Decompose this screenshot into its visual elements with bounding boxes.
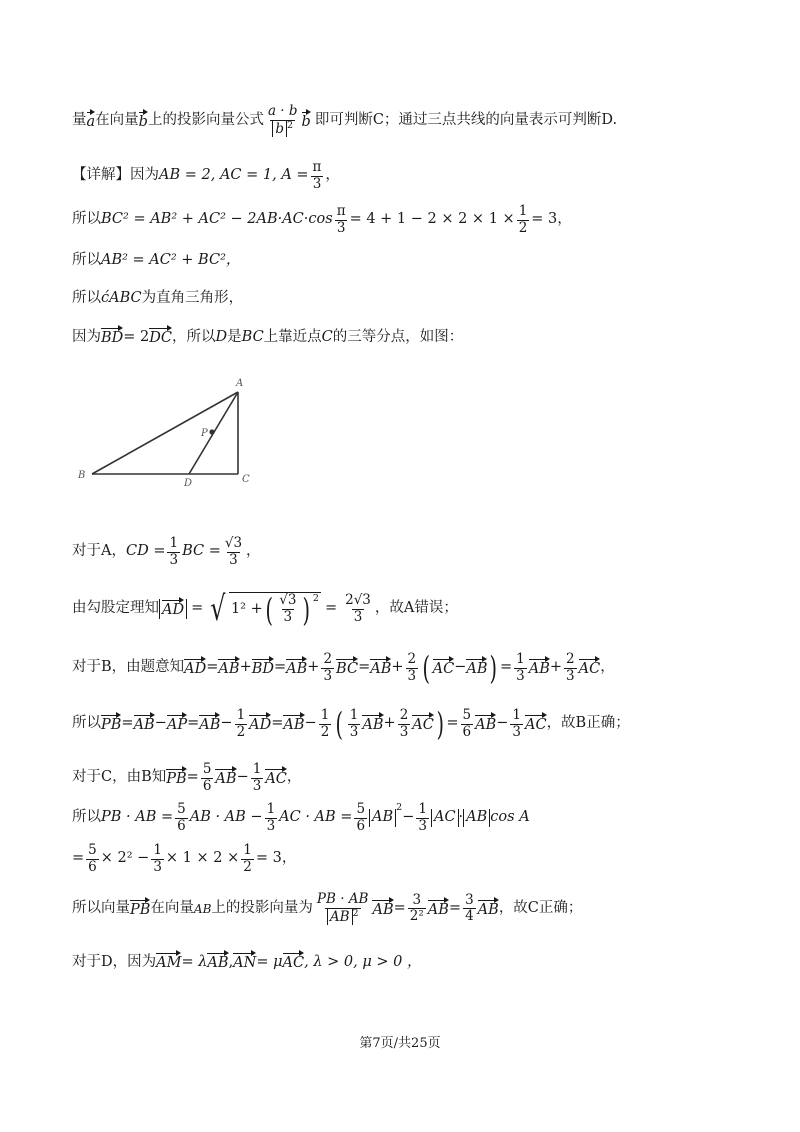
numerator: 5 [88,842,97,858]
denominator: 3 [399,723,409,740]
line-6 [72,327,463,347]
math: = [186,769,199,786]
vector-bd: BD [101,327,123,347]
text: ， [325,167,340,184]
fraction [315,892,371,926]
denominator: 3 [153,858,162,875]
denominator: 3 [407,667,417,684]
vector: BD [252,658,274,678]
text: ，故C正确； [498,900,583,917]
denominator [325,908,361,926]
denominator: 3 [512,723,521,740]
vector: AB [478,899,499,919]
triangle-figure [72,370,262,490]
math: AB · AB − [189,809,263,826]
math: = [121,715,134,732]
numerator: 1 [153,842,162,858]
vector-a: a [87,111,96,131]
text: 是 [227,328,242,345]
vector: AB [370,658,391,678]
math: = [358,659,371,676]
math: = 2 [123,328,150,345]
numerator: 3 [465,891,474,908]
math: × 1 × 2 × [165,850,240,867]
numerator: 1 [320,707,330,723]
text: 在向量 [150,900,194,917]
denominator: 2 [518,219,528,236]
paren-open: ( [265,590,273,629]
fraction [463,893,476,925]
label-d: D [184,478,193,489]
denominator: 2 [236,723,246,740]
math: − [154,715,167,732]
exponent: 2 [396,802,403,813]
fraction-numerator: a · b [267,103,298,119]
vector: AC [283,952,305,972]
vector: AC [433,658,455,678]
math: − [304,715,317,732]
vector: AP [167,714,187,734]
text: ， [246,543,261,560]
vector: AB [207,952,228,972]
vector: AB [218,658,239,678]
denominator: 6 [177,817,186,834]
text: 由勾股定理知 [72,600,159,617]
equals: = [324,600,338,617]
math: = [206,659,219,676]
numerator: 2 [407,651,417,667]
numerator: 5 [462,707,472,723]
fraction [510,708,523,740]
math: − [220,715,233,732]
math: D [215,328,228,345]
math: + [383,715,396,732]
math: = λ [181,953,208,970]
vector: AB [529,658,550,678]
numerator: 2 [399,707,409,723]
text: 对于B，由题意知 [72,659,185,676]
vector: AM [156,952,181,972]
numerator: 1 [266,801,276,817]
math: = [191,600,204,617]
vector-b: b [139,111,148,131]
paren-open: ( [335,705,344,744]
numerator: π [336,203,346,219]
denominator: 6 [356,817,366,834]
denominator: 6 [202,777,212,794]
vector-b: b [302,111,311,131]
vector: AB [199,714,220,734]
denominator: 2 [320,723,330,740]
exponent: 2 [287,119,294,131]
math: BC² = AB² + AC² − 2AB·AC·cos [101,211,333,228]
math: + [549,659,563,676]
text: 所以 [72,290,101,306]
point-p [209,429,214,434]
math: = [499,659,513,676]
numerator: 3 [412,891,422,908]
numerator: 1 [518,203,528,219]
denominator: 3 [566,667,575,684]
math: PB · AB = [101,809,174,826]
numerator: 2 [323,651,333,667]
fraction [343,593,373,625]
fraction [167,536,180,568]
side-ab [92,392,238,474]
vector: AC [525,714,547,734]
math: cos A [490,809,530,826]
fraction [151,843,164,875]
math: − [454,659,467,676]
numerator: 1 [236,707,246,723]
math: × 2² − [100,850,150,867]
projection-fraction [266,104,300,138]
math: CD = [125,543,166,560]
vector: AB [134,714,155,734]
denominator: 3 [252,777,262,794]
vector-ad: AD [162,599,184,619]
fraction [517,204,530,236]
text: ，故B正确； [546,715,630,732]
fraction [564,652,577,684]
math: , [228,953,234,970]
fraction [514,652,527,684]
text: 在向量 [95,112,139,129]
math: C [321,328,333,345]
denominator: 2 [243,858,252,875]
vector: PB [130,899,150,919]
vector: AB [372,899,393,919]
line-12 [72,802,530,834]
line-1 [72,104,617,138]
vector: AB [215,768,236,788]
denominator: 2² [409,908,424,925]
math: = [446,715,459,732]
math: ćABC [101,290,142,306]
math: AC · AB = [279,809,353,826]
vector: AC [579,658,601,678]
fraction [461,708,474,740]
numerator: 1 [512,707,521,723]
math: = [274,659,287,676]
math: = [393,900,406,917]
text: 上靠近点 [263,328,322,345]
vector: AD [249,714,271,734]
vector-dc: DC [149,327,172,347]
norm-b: b [272,121,287,137]
numerator: 2√3 [345,591,371,608]
vector: AB [286,658,307,678]
text: 因为 [72,328,101,345]
text: 上的投影向量为 [211,900,313,917]
denominator: 3 [323,667,333,684]
vector: AB [475,714,496,734]
vector: AD [184,658,206,678]
paren-close: ) [436,705,444,744]
numerator: √3 [224,535,243,551]
fraction [321,652,334,684]
vector: AB [362,714,383,734]
numerator: 1 [516,651,525,667]
math: − [496,715,509,732]
fraction [251,762,264,794]
line-2 [72,160,340,192]
text: 即可判断C；通过三点共线的向量表示可判断D. [314,112,618,129]
fraction [277,593,298,625]
line-15 [72,952,421,972]
fraction [335,204,348,236]
numerator: √3 [279,592,297,609]
vector: AC [412,714,434,734]
denominator: 3 [229,551,238,568]
label-c: C [242,474,250,485]
paren-close: ) [302,590,311,629]
vector: AB [283,714,304,734]
fraction [416,802,429,834]
denominator: 3 [336,219,346,236]
denominator: 3 [169,551,179,568]
math: = [72,850,85,867]
denominator: 3 [418,817,427,834]
math: = 3， [531,211,572,228]
fraction [175,802,188,834]
text: ，故A错误； [374,600,458,617]
fraction [311,160,324,192]
label-p: P [201,428,208,439]
line-10 [72,705,630,744]
line-5 [72,290,243,307]
text: 对于D，因为 [72,953,157,970]
line-9 [72,649,615,688]
math: = [271,715,284,732]
vector: AN [233,952,256,972]
fraction [235,708,248,740]
text: 对于A， [72,543,126,560]
line-8 [72,589,458,629]
math: , λ > 0, μ > 0 ， [304,953,422,970]
text: 所以 [72,715,101,732]
denominator: 6 [462,723,472,740]
fraction [354,802,367,834]
line-14 [72,892,582,926]
line-7 [72,536,261,568]
fraction [348,708,361,740]
detail-label: 【详解】因为 [72,167,159,184]
denominator: 4 [465,908,474,925]
math: AB [193,901,212,916]
numerator: 5 [177,801,186,817]
paren-open: ( [422,649,431,688]
vector: BC [336,658,358,678]
fraction [223,536,244,568]
vector: AC [265,768,287,788]
line-11 [72,762,301,794]
numerator: 1 [169,535,179,551]
fraction [408,893,426,925]
numerator: PB · AB [316,891,369,907]
fraction [201,762,214,794]
numerator: 1 [349,707,359,723]
norm-ab: AB [463,809,490,826]
text: 所以 [72,809,101,826]
radical-sign: √ [210,589,226,629]
text: 量 [72,112,87,129]
math: = 4 + 1 − 2 × 2 × 1 × [349,211,515,228]
fraction [265,802,278,834]
vector: PB [101,714,121,734]
line-4 [72,252,240,269]
text: 所以 [72,252,101,268]
denominator: 3 [312,175,322,192]
label-b: B [78,470,86,481]
label-a: A [236,378,244,389]
numerator: 1 [243,842,252,858]
denominator: 3 [283,609,293,625]
norm-ab: AB [327,909,353,925]
math: · [458,809,464,826]
math: + [391,659,404,676]
fraction-denominator [270,120,295,138]
vector: AB [428,899,449,919]
denominator: 6 [88,858,97,875]
text: 上的投影向量公式 [147,112,264,129]
norm-ab: AB [369,809,396,826]
exponent: 2 [312,593,319,605]
numerator: π [312,159,322,175]
fraction [406,652,419,684]
math: − [236,769,249,786]
numerator: 5 [202,761,212,777]
page-footer: 第7页/共25页 [359,1036,441,1051]
numerator: 1 [252,761,262,777]
norm-ac: AC [431,809,459,826]
math: = [448,900,462,917]
math: = [187,715,200,732]
line-3 [72,204,572,236]
denominator: 3 [266,817,276,834]
numerator: 1 [418,801,427,817]
text: ，所以 [172,328,216,345]
math: + [239,659,252,676]
text: ， [600,659,615,676]
math: = μ [256,953,283,970]
denominator: 3 [349,723,359,740]
fraction [241,843,254,875]
math: BC = [182,543,221,560]
math: − [402,809,415,826]
numerator: 2 [566,651,575,667]
vector: PB [166,768,186,788]
denominator: 3 [516,667,525,684]
math: = 3， [255,850,297,867]
sqrt-body [229,590,321,629]
math: AB = 2, AC = 1, A = [159,167,309,184]
math: + [307,659,320,676]
text: ， [286,769,302,786]
math: AB² = AC² + BC²， [101,252,241,268]
text: 所以 [72,211,101,228]
math: BC [241,328,264,345]
denominator: 3 [353,608,363,625]
text: 的三等分点，如图： [332,328,464,345]
math: 1² + [230,600,263,617]
paren-close: ) [489,649,498,688]
text: 所以向量 [72,900,130,917]
fraction [398,708,411,740]
vector: AB [466,658,487,678]
fraction [86,843,99,875]
text: 为直角三角形， [141,290,244,306]
text: 对于C，由B知 [72,769,167,786]
numerator: 5 [356,801,366,817]
line-13 [72,843,296,875]
fraction [319,708,332,740]
exponent: 2 [352,907,359,919]
